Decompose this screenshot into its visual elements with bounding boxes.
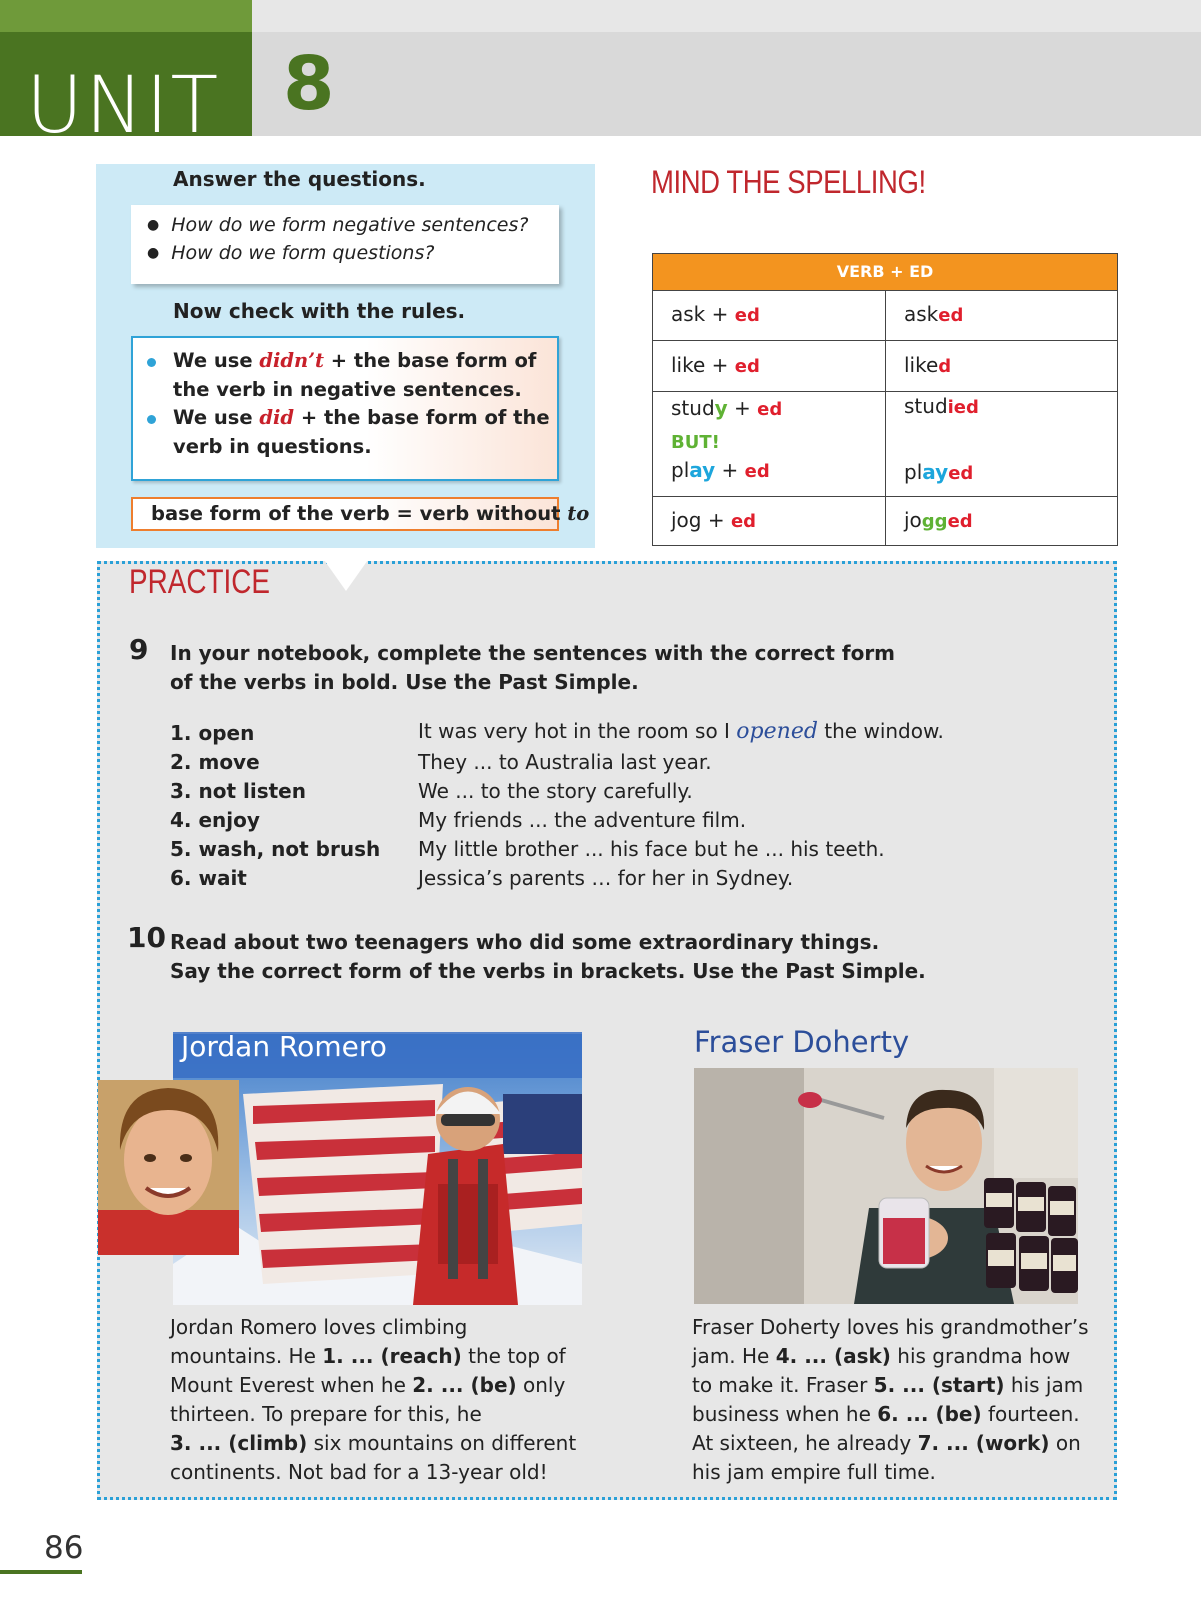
bullet-icon (147, 415, 156, 424)
exercise-sentence: Jessica’s parents … for her in Sydney. (418, 866, 794, 890)
exercise-verb: 6. wait (170, 866, 247, 890)
unit-word: UNIT (26, 61, 221, 151)
exercise-sentence: My friends ... the adventure film. (418, 808, 747, 832)
exercise-sentence: It was very hot in the room so I opened the window. (418, 719, 944, 744)
question-item: ● How do we form questions? (147, 242, 435, 264)
table-cell: study + ed BUT! play + ed (671, 396, 783, 482)
exercise-number: 9 (129, 633, 149, 666)
but-label: BUT! (671, 432, 720, 453)
fraser-story-line: his jam empire full time. (692, 1460, 936, 1484)
exercise-instruction: In your notebook, complete the sentences with the correct form (170, 641, 896, 665)
exercise-sentence: My little brother ... his face but he ... his teeth. (418, 837, 885, 861)
rule-negative-cont: the verb in negative sentences. (173, 378, 522, 401)
fraser-name: Fraser Doherty (694, 1025, 910, 1059)
jordan-story-line: Jordan Romero loves climbing (170, 1315, 468, 1339)
exercise-verb: 3. not listen (170, 779, 306, 803)
rule-negative: We use didn’t + the base form of (173, 349, 537, 372)
practice-title: PRACTICE (129, 563, 270, 601)
question-item: ● How do we form negative sentences? (147, 214, 529, 236)
fraser-story-line: Fraser Doherty loves his grandmother’s (692, 1315, 1089, 1339)
example-answer: opened (736, 719, 818, 744)
unit-label-box (0, 32, 252, 151)
fraser-jam-photo (694, 1068, 1078, 1304)
bullet-icon (147, 358, 156, 367)
jordan-story-line: continents. Not bad for a 13-year old! (170, 1460, 548, 1484)
fraser-story-line: At sixteen, he already 7. ... (work) on (692, 1431, 1081, 1455)
page-number-rule (0, 1570, 82, 1574)
table-cell: asked (885, 291, 1117, 340)
table-cell: jogged (885, 497, 1117, 545)
rule-question: We use did + the base form of the (173, 406, 550, 429)
exercise-instruction: Read about two teenagers who did some extraordinary things. (170, 930, 880, 954)
rule-question-cont: verb in questions. (173, 435, 372, 458)
spelling-title: MIND THE SPELLING! (651, 164, 926, 200)
answer-questions-heading: Answer the questions. (173, 167, 426, 191)
header-top-band (252, 0, 1201, 32)
exercise-verb: 4. enjoy (170, 808, 260, 832)
questions-card (131, 205, 559, 284)
section-notch (322, 557, 370, 591)
table-cell: ask + ed (671, 302, 760, 326)
table-cell: jog + ed (671, 508, 757, 532)
table-row (653, 391, 1117, 496)
exercise-verb: 5. wash, not brush (170, 837, 381, 861)
spelling-table (652, 253, 1118, 546)
exercise-verb: 2. move (170, 750, 260, 774)
table-cell: like + ed (671, 353, 760, 377)
base-form-note: base form of the verb = verb without to (131, 497, 559, 531)
fraser-story-line: jam. He 4. ... (ask) his grandma how (692, 1344, 1071, 1368)
jordan-story-line: 3. ... (climb) six mountains on different (170, 1431, 577, 1455)
fraser-story-line: to make it. Fraser 5. ... (start) his jam (692, 1373, 1084, 1397)
table-row (653, 496, 1117, 545)
jordan-story-line: thirteen. To prepare for this, he (170, 1402, 482, 1426)
fraser-story-line: business when he 6. ... (be) fourteen. (692, 1402, 1080, 1426)
table-cell: liked (885, 341, 1117, 391)
jordan-name: Jordan Romero (181, 1030, 387, 1063)
table-row (653, 290, 1117, 340)
spelling-table-header: VERB + ED (653, 254, 1117, 290)
exercise-verb: 1. open (170, 721, 255, 745)
header-accent-bar (0, 0, 252, 32)
jordan-story-line: mountains. He 1. ... (reach) the top of (170, 1344, 566, 1368)
bullet-icon: ● (147, 245, 160, 261)
exercise-instruction: of the verbs in bold. Use the Past Simple. (170, 670, 639, 694)
jordan-portrait-photo (98, 1080, 239, 1255)
header-band (252, 32, 1201, 136)
check-rules-heading: Now check with the rules. (173, 299, 466, 323)
bullet-icon: ● (147, 217, 160, 233)
exercise-sentence: They ... to Australia last year. (418, 750, 712, 774)
unit-number: 8 (283, 41, 335, 127)
exercise-number: 10 (127, 921, 166, 954)
table-cell: studied played (885, 392, 1117, 496)
table-row (653, 340, 1117, 391)
exercise-instruction: Say the correct form of the verbs in brackets. Use the Past Simple. (170, 959, 926, 983)
jordan-story-line: Mount Everest when he 2. ... (be) only (170, 1373, 566, 1397)
rules-card (131, 336, 559, 481)
exercise-sentence: We ... to the story carefully. (418, 779, 693, 803)
page-number: 86 (44, 1530, 84, 1566)
